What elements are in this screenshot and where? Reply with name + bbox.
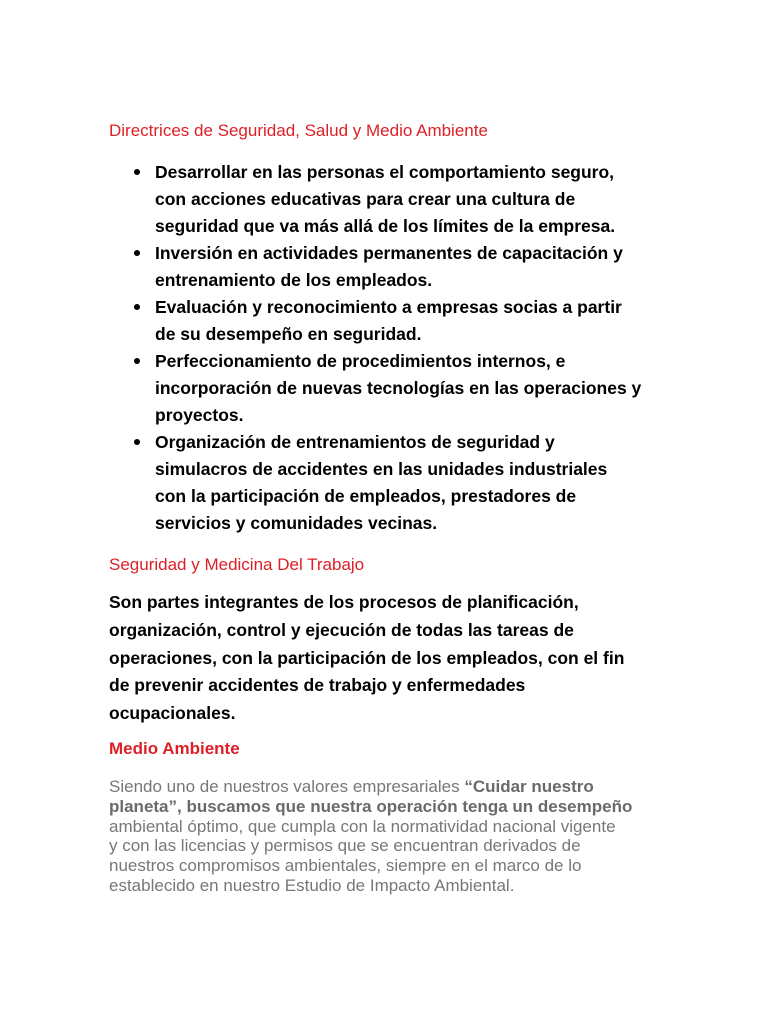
paragraph-line: Son partes integrantes de los procesos de planificación, (109, 592, 579, 612)
list-item-line: servicios y comunidades vecinas. (155, 513, 438, 533)
emphasis-text: “Cuidar nuestro (464, 777, 594, 796)
medio-ambiente-paragraph (109, 777, 689, 896)
paragraph-line: operaciones, con la participación de los empleados, con el fin (109, 647, 625, 668)
list-item (155, 240, 715, 294)
section-title-medio-ambiente: Medio Ambiente (109, 739, 240, 758)
list-item-line: Organización de entrenamientos de seguridad y (155, 432, 555, 452)
list-item (155, 294, 715, 348)
bullet-icon (134, 304, 140, 310)
bullet-icon (134, 439, 140, 445)
list-item-line: entrenamiento de los empleados. (155, 270, 433, 290)
list-item-line: Inversión en actividades permanentes de capacitación y (155, 243, 623, 263)
list-item-line: proyectos. (155, 405, 244, 425)
emphasis-text: planeta”, buscamos que nuestra operación tenga un desempeño (109, 796, 633, 816)
directrices-bullet-list (155, 159, 715, 537)
list-item (155, 159, 715, 240)
list-item-line: incorporación de nuevas tecnologías en las operaciones y (155, 378, 642, 398)
section-title-directrices: Directrices de Seguridad, Salud y Medio Ambiente (109, 121, 488, 140)
paragraph-line: ocupacionales. (109, 703, 236, 724)
bullet-icon (134, 358, 140, 364)
paragraph-line: de prevenir accidentes de trabajo y enfermedades (109, 675, 526, 696)
paragraph-line (109, 777, 689, 797)
list-item-line: Desarrollar en las personas el comportamiento seguro, (155, 162, 615, 182)
list-item (155, 348, 715, 429)
paragraph-line: nuestros compromisos ambientales, siempre en el marco de lo (109, 856, 582, 876)
paragraph-line: ambiental óptimo, que cumpla con la normatividad nacional vigente (109, 816, 616, 836)
list-item-line: con acciones educativas para crear una cultura de (155, 189, 576, 209)
list-item-line: seguridad que va más allá de los límites de la empresa. (155, 216, 616, 236)
list-item (155, 429, 715, 537)
bullet-icon (134, 169, 140, 175)
list-item-line: con la participación de empleados, prestadores de (155, 486, 577, 506)
list-item-line: Evaluación y reconocimiento a empresas socias a partir (155, 297, 622, 317)
paragraph-text: Siendo uno de nuestros valores empresariales (109, 777, 465, 796)
list-item-line: de su desempeño en seguridad. (155, 324, 422, 344)
list-item-line: simulacros de accidentes en las unidades industriales (155, 459, 608, 479)
paragraph-line: organización, control y ejecución de todas las tareas de (109, 619, 574, 640)
bullet-icon (134, 250, 140, 256)
paragraph-line: establecido en nuestro Estudio de Impacto Ambiental. (109, 875, 515, 895)
list-item-line: Perfeccionamiento de procedimientos internos, e (155, 351, 566, 371)
paragraph-line: y con las licencias y permisos que se encuentran derivados de (109, 836, 581, 856)
medicina-paragraph (109, 589, 709, 728)
section-title-medicina: Seguridad y Medicina Del Trabajo (109, 555, 365, 574)
